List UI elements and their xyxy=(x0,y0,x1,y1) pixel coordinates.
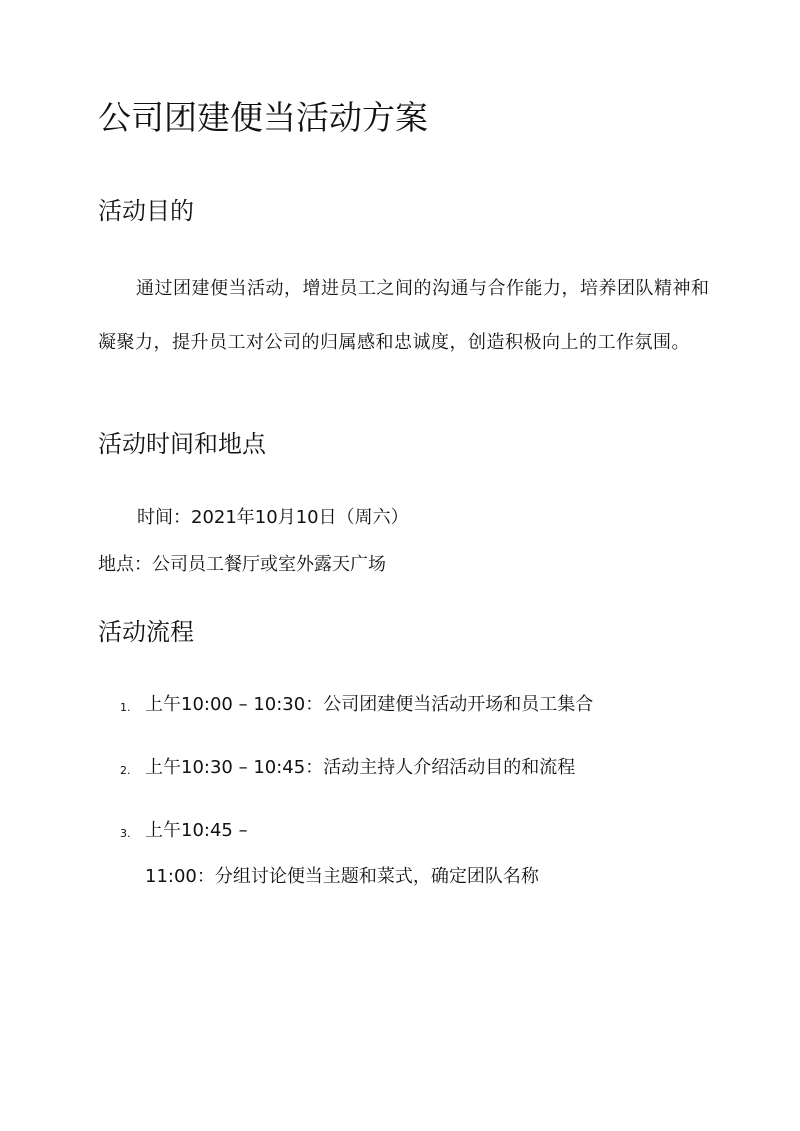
list-item-number: 1. xyxy=(120,701,131,714)
purpose-paragraph: 通过团建便当活动，增进员工之间的沟通与合作能力，培养团队精神和凝聚力，提升员工对公司的归属感和忠诚度，创造积极向上的工作氛围。 xyxy=(98,278,710,353)
list-item-text: 上午10:00 – 10:30：公司团建便当活动开场和员工集合 xyxy=(145,694,594,715)
document-title: 公司团建便当活动方案 xyxy=(98,98,428,137)
list-item-number: 2. xyxy=(120,764,131,777)
list-item-text: 上午10:30 – 10:45：活动主持人介绍活动目的和流程 xyxy=(145,757,576,778)
section-heading-time-place: 活动时间和地点 xyxy=(98,430,266,458)
section-heading-flow: 活动流程 xyxy=(98,618,194,646)
list-item-continuation: 11:00：分组讨论便当主题和菜式，确定团队名称 xyxy=(145,866,539,887)
place-line: 地点：公司员工餐厅或室外露天广场 xyxy=(98,554,386,575)
section-heading-purpose: 活动目的 xyxy=(98,197,194,225)
list-item-text: 上午10:45 – xyxy=(145,820,248,841)
list-item-number: 3. xyxy=(120,827,131,840)
time-line: 时间：2021年10月10日（周六） xyxy=(137,507,409,528)
